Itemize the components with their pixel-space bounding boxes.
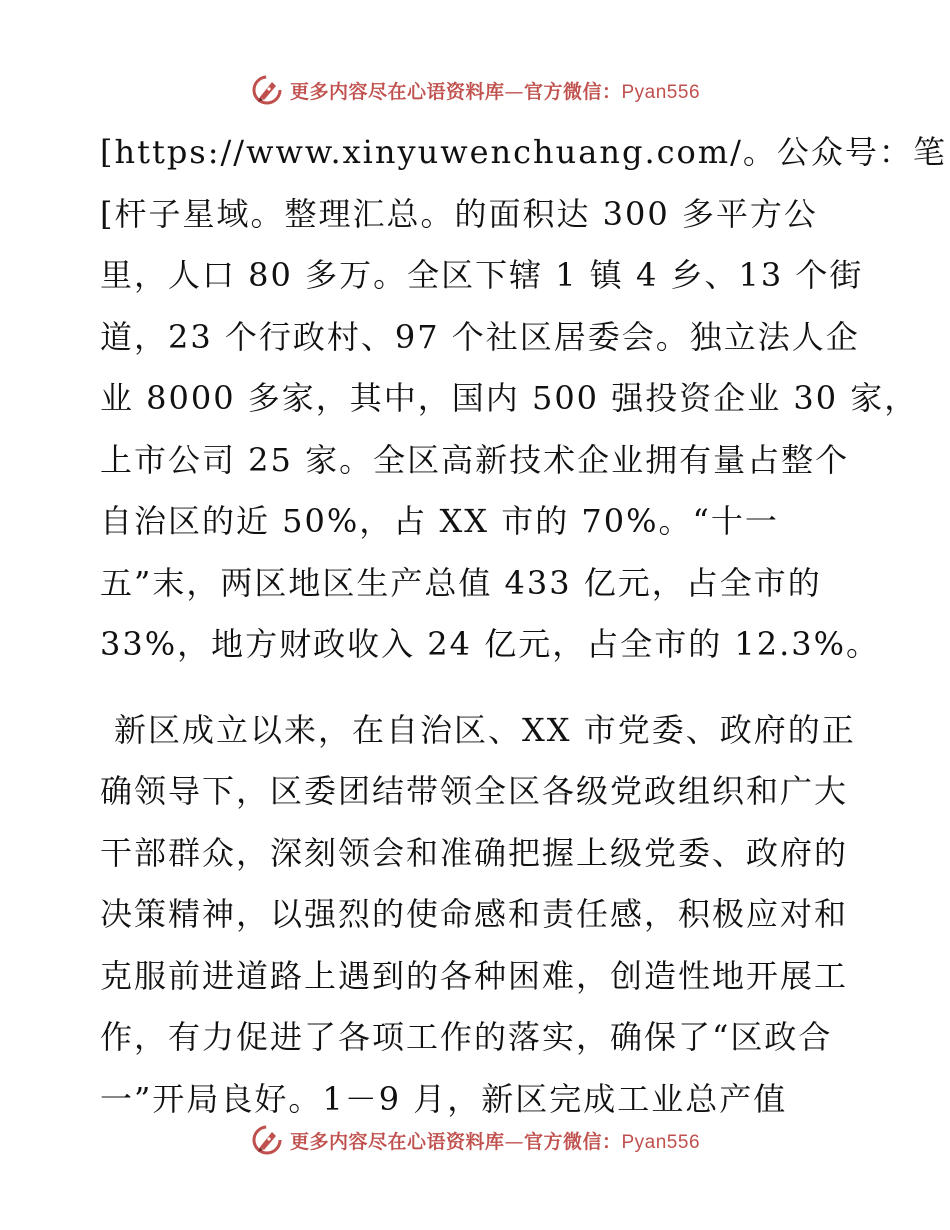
- text-line: 业 8000 多家，其中，国内 500 强投资企业 30 家，: [100, 379, 919, 417]
- text-line: 克服前进道路上遇到的各种困难，创造性地开展工: [100, 956, 849, 995]
- pen-nib-logo-icon: [250, 73, 284, 107]
- text-line: 一”开局良好。1－9 月，新区完成工业总产值: [100, 1079, 788, 1118]
- text-line: 干部群众，深刻领会和准确把握上级党委、政府的: [100, 833, 849, 872]
- document-body: [100, 122, 947, 1130]
- footer-banner-text: [290, 1127, 700, 1154]
- text-line: 自治区的近 50%，占 XX 市的 70%。“十一: [100, 502, 779, 540]
- text-line: 道，23 个行政村、97 个社区居委会。独立法人企: [100, 317, 860, 356]
- footer-banner-title: 更多内容尽在心语资料库: [289, 1130, 505, 1153]
- header-banner-text: [290, 77, 700, 104]
- footer-banner-wechat-id: Pyan556: [621, 1131, 701, 1153]
- text-line: 里，人口 80 多万。全区下辖 1 镇 4 乡、13 个街: [100, 256, 864, 294]
- header-banner-wechat-label: 官方微信：: [523, 80, 622, 103]
- text-line: 新区成立以来，在自治区、XX 市党委、政府的正: [114, 710, 856, 749]
- header-banner: [0, 70, 950, 110]
- text-line: 上市公司 25 家。全区高新技术企业拥有量占整个: [100, 440, 850, 479]
- text-line: 作，有力促进了各项工作的落实，确保了“区政合: [100, 1018, 833, 1056]
- text-line: [杆子星域。整理汇总。的面积达 300 多平方公: [100, 194, 818, 233]
- header-banner-inner: [250, 73, 700, 107]
- paragraph-2: [100, 700, 856, 1131]
- footer-banner-wechat-label: 官方微信：: [523, 1130, 622, 1153]
- text-line: [https://www.xinyuwenchuang.com/。公众号：笔: [100, 133, 947, 171]
- text-line: 决策精神，以强烈的使命感和责任感，积极应对和: [100, 895, 849, 933]
- paragraph-1: [100, 122, 947, 676]
- header-banner-separator: —: [504, 80, 524, 103]
- text-line: 33%，地方财政收入 24 亿元，占全市的 12.3%。: [100, 625, 881, 663]
- pen-nib-logo-icon: [250, 1123, 284, 1157]
- footer-banner-inner: [250, 1123, 700, 1157]
- header-banner-wechat-id: Pyan556: [621, 81, 701, 103]
- text-line: 五”末，两区地区生产总值 433 亿元，占全市的: [100, 563, 822, 602]
- header-banner-title: 更多内容尽在心语资料库: [289, 80, 505, 103]
- text-line: 确领导下，区委团结带领全区各级党政组织和广大: [100, 772, 849, 810]
- footer-banner: [0, 1120, 950, 1160]
- footer-banner-separator: —: [504, 1130, 524, 1153]
